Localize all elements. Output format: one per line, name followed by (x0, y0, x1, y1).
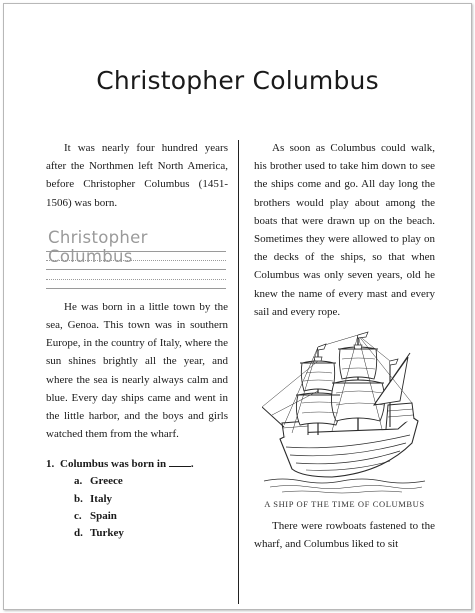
handwriting-baseline (46, 269, 226, 270)
handwriting-practice (46, 226, 228, 298)
handwriting-midline (46, 279, 226, 280)
trace-word: Christopher Columbus (48, 227, 148, 266)
page-title: Christopher Columbus (96, 66, 379, 95)
question-text: Columbus was born in (60, 458, 167, 471)
option-c[interactable]: c. Spain (74, 509, 117, 522)
handwriting-midline (46, 260, 226, 261)
option-d[interactable]: d. Turkey (74, 527, 124, 540)
ship-figure (254, 331, 435, 517)
column-divider (238, 140, 239, 604)
brother-paragraph: As soon as Columbus could walk, his brother used to take him down to see the ships come and go. All day long the brothers would play about among the boats that were drawn up on the beach. Sometimes they were allowed to play on the decks of the ships, so that when Columbus was only seven years, old he knew the name of every mast and every sail and every rope. (254, 142, 435, 318)
answer-blank[interactable] (169, 457, 191, 467)
worksheet-page (3, 3, 472, 610)
rowboats-paragraph: There were rowboats fastened to the wharf, and Columbus liked to sit (254, 520, 435, 551)
answer-options (46, 473, 228, 542)
handwriting-baseline (46, 288, 226, 289)
left-column (46, 139, 228, 542)
option-b[interactable]: b. Italy (74, 492, 112, 505)
ship-caption: A SHIP OF THE TIME OF COLUMBUS (264, 499, 425, 510)
genoa-paragraph: He was born in a little town by the sea, Genoa. This town was in southern Europe, in the country of Italy, where the sun shines brightly all the year, and where the sea is nearly always calm and blue. Every day ships came and went in the little harbor, and the boys and girls watched them from the wharf. (46, 300, 228, 441)
question-end: . (190, 458, 194, 471)
question-1 (46, 455, 228, 542)
option-a[interactable]: a. Greece (74, 475, 123, 488)
handwriting-baseline (46, 251, 226, 252)
sailing-ship-illustration (262, 331, 427, 497)
intro-paragraph: It was nearly four hundred years after the Northmen left North America, before Christopher Columbus (1451-1506) was born. (46, 142, 228, 209)
question-stem (46, 455, 228, 473)
right-column (254, 139, 435, 553)
question-number: 1. (46, 458, 55, 471)
